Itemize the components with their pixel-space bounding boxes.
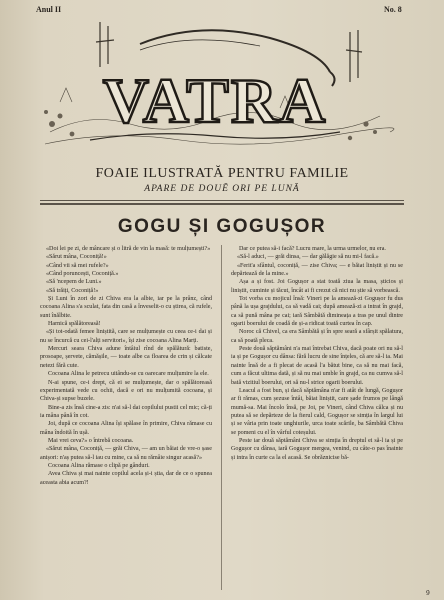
paragraph: «Sărut mâna, Coconiță, — grăi Chiva, — am un băiat de vre-o șase anișori: n'aș putea să-l iau cu mine, ca să nu rămâie singur acasă?» bbox=[40, 446, 212, 461]
article-title: GOGU ȘI GOGUȘOR bbox=[117, 216, 327, 237]
paragraph: Leacul a fost bun, și dacă săptămâna n'ar fi atât de lungă, Gogușor ar fi rămas, cum șezuse întâi, băiat liniștit, care șade frumos pe lângă mumă-sa. Mai încolo însă, pe Joi, pe Vineri, când Chiva călca și nu putea să se depărteze de la fierul cald, Gogușor se simția în largul lui și se vâria prin toate unghiurile, urca toate scările, ba Sâmbătă Chiva se pomeni cu el în vârful coteșului. bbox=[231, 387, 403, 436]
year-label: Anul II bbox=[36, 5, 62, 14]
divider bbox=[40, 203, 404, 205]
article-left-column bbox=[40, 245, 212, 487]
paragraph: Mercuri seara Chiva adune întâiul rînd de spălătură: batiste, prosoape, șervete, cămășile, — toate albe ca floarea de crin și călcate netezi fără cute. bbox=[40, 346, 212, 369]
paragraph: Avea Chiva și mai nainte copilul acela și-i știa, dar de ce o spunea aceasta abia acum?! bbox=[40, 471, 212, 486]
paragraph: Dar ce putea să-i facă? Lucru mare, la urma urmelor, nu era. bbox=[239, 246, 386, 252]
paragraph: Tot vorba cu mojicul însă: Vineri pe la amează-zi Gogușor fu dus până la ușa grajdului, ca să vadă cai; după amează-zi a intrat în grajd, ca să pună mâna pe cai; iară Sâmbătă dimineața a tras pe unul dintre ogarii boerului de coadă de și-a ridicat toată curtea în cap. bbox=[231, 296, 403, 328]
publication-subtitle: FOAIE ILUSTRATĂ PENTRU FAMILIE bbox=[95, 166, 349, 181]
paragraph: Joi, după ce cocoana Alina își spălase în primire, Chiva rămase cu mâna îndoită în ușă. bbox=[40, 421, 212, 436]
divider bbox=[40, 200, 404, 201]
paragraph: «Sărut mâna, Coconiță!» bbox=[46, 254, 107, 261]
paragraph: Peste două săptămâni n'a mai întrebat Chiva, dacă poate ori nu să-l ia și pe Gogușor cu dânsa: fără lucru de sine înțeles, că are să-l ia. Mai nainte însă de a fi plecat de acasă l'a bătut bine, ca să nu mai facă, cum a făcut ultima dată, și să nu mai umble în grajd, ca nu cumva să-l bată vizitiul boerului, ori să nu-l strice ogarii boerului. bbox=[231, 346, 403, 386]
page-number: 9 bbox=[426, 590, 430, 597]
paragraph: Cocoana Alina rămase o clipă pe gânduri. bbox=[48, 462, 150, 469]
paragraph: Cocoana Alina le petrecu uitându-se cu oarecare mulțumire la ele. bbox=[48, 371, 209, 378]
article-right-column bbox=[231, 245, 403, 462]
paragraph: Mai vrei ceva?» o întrebă cocoana. bbox=[48, 437, 134, 444]
paragraph: Peste iar două săptămâni Chiva se simția în dreptul ei să-l ia și pe Gogușor cu dânsa, iară Gogușor mergea, venind, cu câte-o pas înainte și intra în curte ca la el acasă. Se obrăznicise bă- bbox=[231, 437, 403, 461]
paragraph: «Și tot-odată femee liniștită, care se mulțumește cu ceea ce-i dai și nu se încurcă cu cei-l'alți servitori», își zise cocoana Alina Marți. bbox=[40, 329, 212, 344]
masthead-title: VATRA bbox=[102, 65, 328, 136]
issue-number: No. 8 bbox=[384, 5, 402, 14]
paragraph: «Când poruncești, Coconiță.» bbox=[46, 271, 119, 278]
publication-tagline: APARE DE DOUĔ ORI PE LUNĂ bbox=[144, 184, 300, 194]
masthead-illustration bbox=[30, 12, 400, 160]
paragraph: Noroc că Chivel, ca era Sâmbătă și în spre seară a sfârșit spălatura, ca să poată pleca. bbox=[231, 329, 403, 344]
paragraph: Harnică spălătoreasă! bbox=[48, 321, 101, 328]
paragraph: Și Luni în zori de zi Chiva era la albie, iar pe la prânz, când cocoana Alina s'a sculat, fata din casă a înveselit-o cu știrea, că rufele, sunt înălbite. bbox=[40, 296, 212, 319]
column-divider bbox=[221, 245, 222, 590]
paragraph: «Când vii să mei rufele?» bbox=[46, 262, 109, 269]
paragraph: «Ferit'a sfântul, coconiță, — zise Chiva; — e băiat liniștit și nu se depărtează de la mine.» bbox=[231, 262, 403, 278]
paragraph: «Să trăiți, Coconiță!» bbox=[46, 287, 99, 294]
paragraph: «Să 'ncepem de Luni.» bbox=[46, 279, 102, 286]
paragraph: «Doi lei pe zi, de mâncare și o litră de vin la masă: te mulțumești?» bbox=[46, 246, 211, 252]
paragraph: N-ai spune, ce-i drept, că ei se mulțumește, dar o spălătoreasă experimentată vede cu ochii, dacă e ori nu mulțumită cocoana, și Chiva-și supse buzele. bbox=[40, 379, 212, 403]
paragraph: Așa a și fost. Joi Gogușor a stat toată ziua la masa, șticios și liniștit, cuminte și tăcut, încât ai fi crezut că nici nu știe să vorbească. bbox=[231, 279, 403, 294]
paragraph: «Să-l aduci, — grăi dinsa, — dar gălăgie să nu mi-l facă.» bbox=[237, 254, 379, 261]
paragraph: Bine-a zis însă cine-a zis: n'ai să-l dai copilului pustii cel mic; că-ți ia mâna până în cot. bbox=[40, 404, 212, 419]
